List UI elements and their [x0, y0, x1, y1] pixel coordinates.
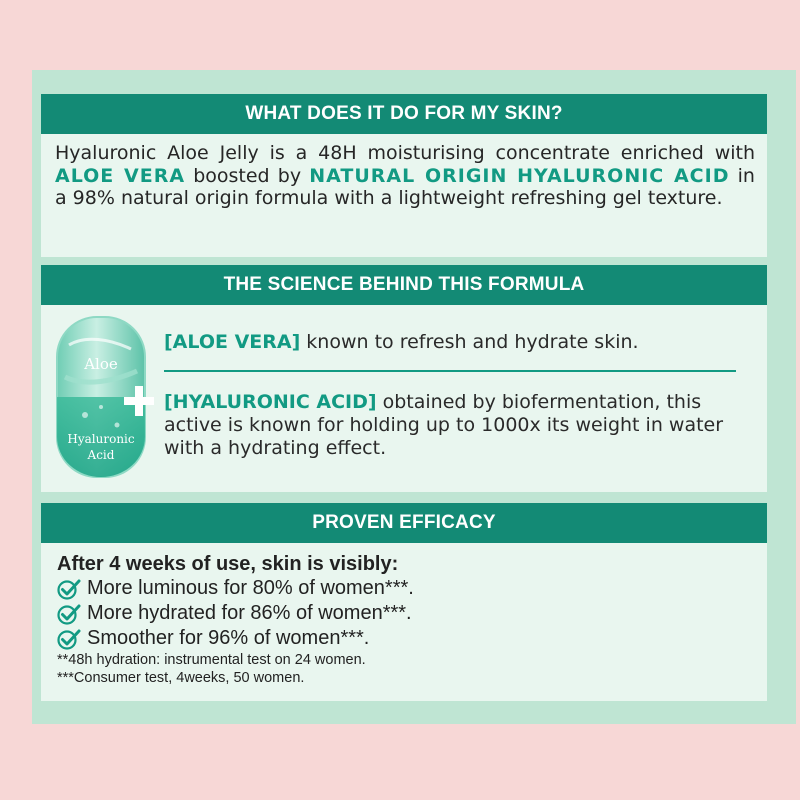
- science-key-aloe-vera: [ALOE VERA]: [164, 331, 301, 353]
- section-header-what-it-does: WHAT DOES IT DO FOR MY SKIN?: [41, 94, 767, 134]
- check-circle-icon: [57, 628, 81, 650]
- footnote: **48h hydration: instrumental test on 24 women.: [57, 652, 366, 668]
- capsule-bottom-label-1: Hyaluronic: [67, 432, 135, 446]
- section-efficacy: [41, 503, 767, 701]
- highlight-hyaluronic-acid: NATURAL ORIGIN HYALURONIC ACID: [309, 164, 730, 187]
- capsule-bottom-label-2: Acid: [87, 448, 115, 462]
- section-header-efficacy: PROVEN EFFICACY: [41, 503, 767, 543]
- plus-icon: [121, 383, 157, 419]
- science-text-hyaluronic-acid: obtained by biofermentation, this active is known for holding up to 1000x its weight in water with a hydrating effect.: [164, 391, 724, 459]
- efficacy-item-text: More luminous for 80% of women***.: [87, 577, 414, 599]
- highlight-aloe-vera: ALOE VERA: [55, 164, 186, 187]
- check-circle-icon: [57, 603, 81, 625]
- footnote: ***Consumer test, 4weeks, 50 women.: [57, 670, 305, 686]
- efficacy-item-text: Smoother for 96% of women***.: [87, 627, 370, 649]
- science-item-hyaluronic-acid: [164, 391, 754, 460]
- divider: [164, 370, 736, 372]
- efficacy-lead: After 4 weeks of use, skin is visibly:: [57, 553, 399, 575]
- section-header-science: THE SCIENCE BEHIND THIS FORMULA: [41, 265, 767, 305]
- text-part: Hyaluronic Aloe Jelly is a 48H moisturising concentrate enriched with: [55, 142, 755, 164]
- efficacy-item: [57, 576, 767, 601]
- efficacy-item: [57, 601, 767, 626]
- section-what-it-does: [41, 94, 767, 257]
- efficacy-item: [57, 626, 767, 651]
- efficacy-item-text: More hydrated for 86% of women***.: [87, 602, 412, 624]
- text-part: in a 98% natural origin formula with a lightweight refreshing gel texture.: [55, 164, 755, 209]
- capsule-top-label: Aloe: [84, 355, 118, 373]
- check-circle-icon: [57, 578, 81, 600]
- efficacy-body: [41, 543, 767, 687]
- text-part: boosted by: [185, 164, 310, 187]
- section-science: [41, 265, 767, 492]
- science-key-hyaluronic-acid: [HYALURONIC ACID]: [164, 391, 377, 413]
- what-it-does-text: [41, 134, 767, 210]
- science-text-aloe-vera: known to refresh and hydrate skin.: [300, 331, 639, 353]
- science-item-aloe-vera: [164, 331, 754, 354]
